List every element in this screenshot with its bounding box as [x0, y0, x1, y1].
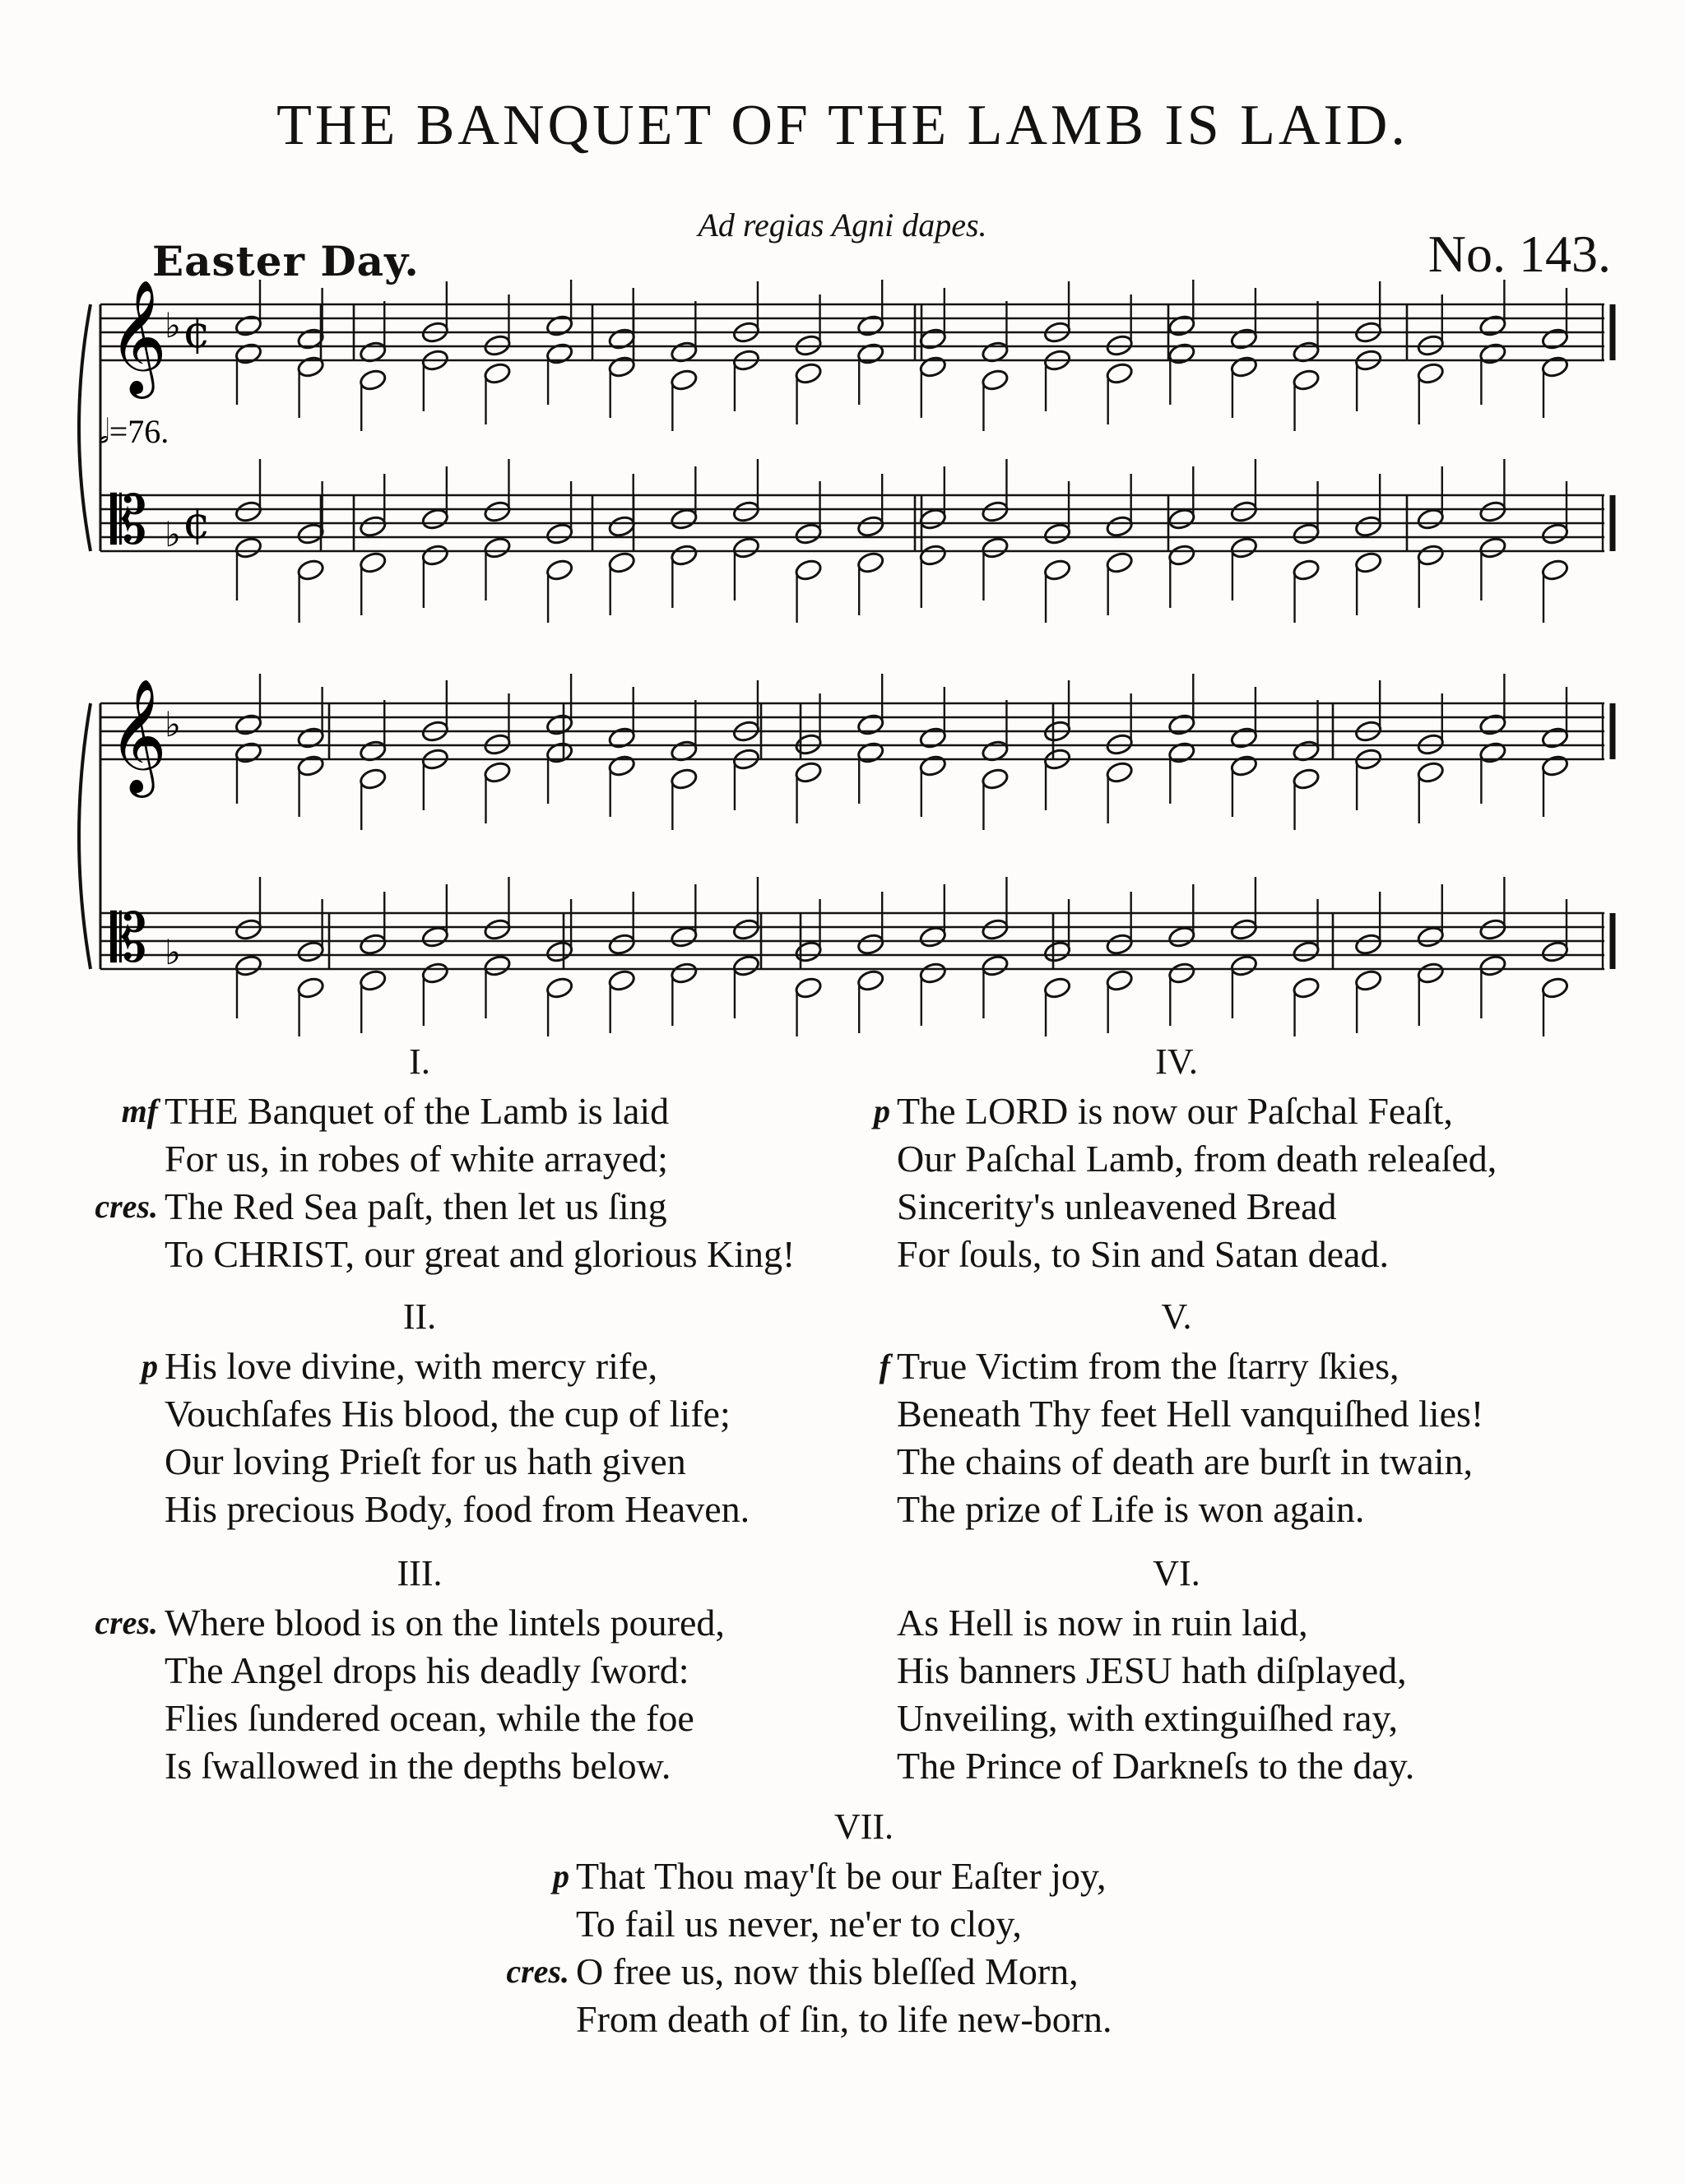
verse-line: Sincerity's unleavened Bread — [897, 1185, 1337, 1227]
half-note — [1540, 558, 1569, 582]
flat-key-signature: ♭ — [165, 704, 181, 744]
half-note — [856, 968, 885, 992]
half-note — [794, 939, 823, 963]
half-note — [607, 932, 636, 956]
verse-line: For us, in robes of white arrayed; — [165, 1138, 668, 1180]
half-note — [483, 917, 512, 941]
half-note — [483, 361, 512, 385]
half-note — [234, 536, 262, 559]
half-note — [731, 953, 760, 977]
half-note — [483, 536, 512, 559]
half-note — [1167, 543, 1196, 567]
half-note — [670, 507, 699, 531]
verse-line: His banners JESU hath diſplayed, — [897, 1649, 1407, 1691]
verse-line: cres. Where blood is on the lintels poured, — [165, 1599, 725, 1647]
verse-line: Flies ſundered ocean, while the foe — [165, 1697, 694, 1739]
dynamic-mark: cres. — [95, 1188, 158, 1225]
half-note — [420, 543, 449, 567]
half-note — [918, 543, 947, 567]
half-note — [1478, 536, 1507, 559]
half-note — [420, 507, 449, 531]
half-note — [1105, 514, 1134, 538]
half-note — [918, 507, 947, 531]
flat-key-signature: ♭ — [165, 932, 181, 972]
verse-line: Is ſwallowed in the depths below. — [165, 1745, 671, 1787]
half-note — [794, 976, 823, 999]
verse-line: Vouchſafes His blood, the cup of life; — [165, 1393, 731, 1435]
half-note — [1478, 499, 1507, 523]
half-note — [359, 550, 388, 574]
half-note — [918, 355, 947, 378]
dynamic-mark: f — [879, 1347, 890, 1384]
half-note — [1354, 550, 1383, 574]
verse-3 — [95, 1550, 725, 1790]
half-note — [794, 558, 823, 582]
dynamic-mark: p — [553, 1857, 569, 1894]
dynamic-mark: p — [874, 1092, 890, 1129]
half-note — [607, 514, 636, 538]
half-note — [670, 961, 699, 985]
c-clef: 𝄡 — [110, 482, 147, 559]
half-note — [607, 550, 636, 574]
verse-6 — [897, 1550, 1456, 1790]
verse-numeral: VI. — [1153, 1553, 1200, 1593]
verse-line: Our loving Prieſt for us hath given — [165, 1440, 686, 1482]
half-note — [731, 536, 760, 559]
treble-clef: 𝄞 — [109, 679, 167, 793]
half-note — [1167, 925, 1196, 948]
half-note — [981, 767, 1010, 791]
half-note — [359, 968, 388, 992]
verse-line: The chains of death are burſt in twain, — [897, 1440, 1473, 1482]
verse-line: The Angel drops his deadly ſword: — [165, 1649, 689, 1691]
half-note — [1292, 522, 1321, 545]
half-note — [607, 968, 636, 992]
half-note — [670, 368, 699, 392]
half-note — [1416, 543, 1445, 567]
half-note — [1540, 976, 1569, 999]
verse-numeral: IV. — [1155, 1041, 1198, 1082]
half-note — [670, 767, 699, 791]
verse-line: Unveiling, with extinguiſhed ray, — [897, 1697, 1398, 1739]
verse-line: cres. The Red Sea paſt, then let us ſing — [165, 1183, 795, 1231]
half-note — [1292, 558, 1321, 582]
half-note — [607, 754, 636, 777]
half-note — [545, 939, 574, 963]
dynamic-mark: mf — [121, 1092, 158, 1129]
system-brace — [79, 304, 91, 551]
verse-numeral: II. — [402, 1296, 437, 1337]
half-note — [1416, 961, 1445, 985]
half-note — [856, 932, 885, 956]
verse-line: p That Thou may'ſt be our Eaſter joy, — [576, 1852, 1152, 1900]
half-note — [856, 514, 885, 538]
half-note — [359, 767, 388, 791]
half-note — [296, 558, 325, 582]
half-note — [1043, 976, 1072, 999]
verse-numeral: I. — [409, 1041, 430, 1082]
half-note — [794, 522, 823, 545]
half-note — [483, 953, 512, 977]
half-note — [794, 361, 823, 385]
latin-title: Ad regias Agni dapes. — [698, 206, 987, 243]
verse-line: For ſouls, to Sin and Satan dead. — [897, 1233, 1389, 1275]
half-note — [234, 953, 262, 977]
verse-line: f True Victim from the ſtarry ſkies, — [897, 1342, 1483, 1390]
half-note — [981, 536, 1010, 559]
half-note — [483, 499, 512, 523]
system-brace — [79, 703, 91, 969]
half-note — [1416, 361, 1445, 385]
half-note — [1354, 968, 1383, 992]
half-note — [545, 522, 574, 545]
half-note — [1292, 767, 1321, 791]
verse-4 — [874, 1038, 1497, 1278]
half-note — [1540, 939, 1569, 963]
verse-line: Beneath Thy feet Hell vanquiſhed lies! — [897, 1393, 1484, 1435]
half-note — [296, 976, 325, 999]
half-note — [794, 760, 823, 784]
half-note — [1043, 522, 1072, 545]
half-note — [296, 754, 325, 777]
half-note — [420, 925, 449, 948]
half-note — [1540, 754, 1569, 777]
half-note — [1292, 368, 1321, 392]
dynamic-mark: cres. — [506, 1953, 569, 1990]
half-note — [483, 760, 512, 784]
verse-line: From death of ſin, to life new-born. — [576, 1998, 1112, 2040]
half-note — [296, 939, 325, 963]
treble-clef: 𝄞 — [109, 280, 167, 394]
half-note — [1105, 760, 1134, 784]
occasion-label: Easter Day. — [152, 237, 420, 285]
half-note — [918, 925, 947, 948]
flat-key-signature: ♭ — [165, 514, 181, 554]
half-note — [1105, 932, 1134, 956]
c-clef: 𝄡 — [110, 900, 147, 976]
time-signature: ¢ — [183, 306, 211, 358]
verse-5 — [879, 1293, 1484, 1533]
half-note — [1229, 953, 1258, 977]
half-note — [1416, 760, 1445, 784]
half-note — [731, 499, 760, 523]
verse-line: p His love divine, with mercy rife, — [165, 1342, 750, 1390]
half-note — [670, 543, 699, 567]
verse-1 — [95, 1038, 796, 1278]
half-note — [420, 961, 449, 985]
half-note — [1540, 522, 1569, 545]
half-note — [359, 932, 388, 956]
half-note — [545, 558, 574, 582]
verse-line: To CHRIST, our great and glorious King! — [165, 1233, 796, 1275]
half-note — [1229, 917, 1258, 941]
half-note — [234, 917, 262, 941]
half-note — [1354, 932, 1383, 956]
verse-line: As Hell is now in ruin laid, — [897, 1602, 1308, 1644]
half-note — [1416, 507, 1445, 531]
score-svg — [58, 280, 1629, 1036]
verse-line: Our Paſchal Lamb, from death releaſed, — [897, 1138, 1497, 1180]
verse-numeral: III. — [397, 1553, 443, 1593]
verse-line: cres. O free us, now this bleſſed Morn, — [576, 1948, 1152, 1996]
verse-numeral: VII. — [833, 1806, 894, 1847]
half-note — [1229, 499, 1258, 523]
verse-numeral: V. — [1161, 1296, 1192, 1337]
half-note — [1229, 754, 1258, 777]
half-note — [1229, 536, 1258, 559]
half-note — [359, 368, 388, 392]
half-note — [856, 550, 885, 574]
half-note — [981, 368, 1010, 392]
half-note — [731, 917, 760, 941]
verse-line: mf THE Banquet of the Lamb is laid — [165, 1087, 795, 1135]
half-note — [981, 953, 1010, 977]
music-score — [58, 280, 1629, 1036]
verse-2 — [142, 1293, 750, 1533]
hymn-number: No. 143. — [1427, 225, 1611, 283]
half-note — [1229, 355, 1258, 378]
half-note — [1105, 968, 1134, 992]
verse-7 — [506, 1803, 1152, 2043]
half-note — [1354, 514, 1383, 538]
half-note — [234, 499, 262, 523]
verse-line: p The LORD is now our Paſchal Feaſt, — [897, 1087, 1497, 1135]
half-note — [1478, 917, 1507, 941]
half-note — [1292, 976, 1321, 999]
half-note — [1105, 361, 1134, 385]
verse-line: To fail us never, ne'er to cloy, — [576, 1903, 1022, 1945]
verse-line: The prize of Life is won again. — [897, 1488, 1365, 1530]
half-note — [670, 925, 699, 948]
half-note — [359, 514, 388, 538]
half-note — [1167, 961, 1196, 985]
half-note — [1540, 355, 1569, 378]
half-note — [981, 499, 1010, 523]
half-note — [1416, 925, 1445, 948]
half-note — [607, 355, 636, 378]
time-signature: ¢ — [183, 497, 211, 549]
verse-line: The Prince of Darkneſs to the day. — [897, 1745, 1415, 1787]
dynamic-mark: cres. — [95, 1604, 158, 1641]
half-note — [1043, 558, 1072, 582]
tempo-mark: 𝅗𝅥=76. — [99, 413, 169, 450]
half-note — [1478, 953, 1507, 977]
half-note — [918, 754, 947, 777]
half-note — [1167, 507, 1196, 531]
half-note — [981, 917, 1010, 941]
half-note — [545, 976, 574, 999]
half-note — [918, 961, 947, 985]
dynamic-mark: p — [142, 1347, 158, 1384]
flat-key-signature: ♭ — [165, 305, 181, 345]
half-note — [1105, 550, 1134, 574]
hymn-title: THE BANQUET OF THE LAMB IS LAID. — [276, 94, 1409, 157]
verse-line: His precious Body, food from Heaven. — [165, 1488, 750, 1530]
half-note — [1043, 939, 1072, 963]
half-note — [1292, 939, 1321, 963]
